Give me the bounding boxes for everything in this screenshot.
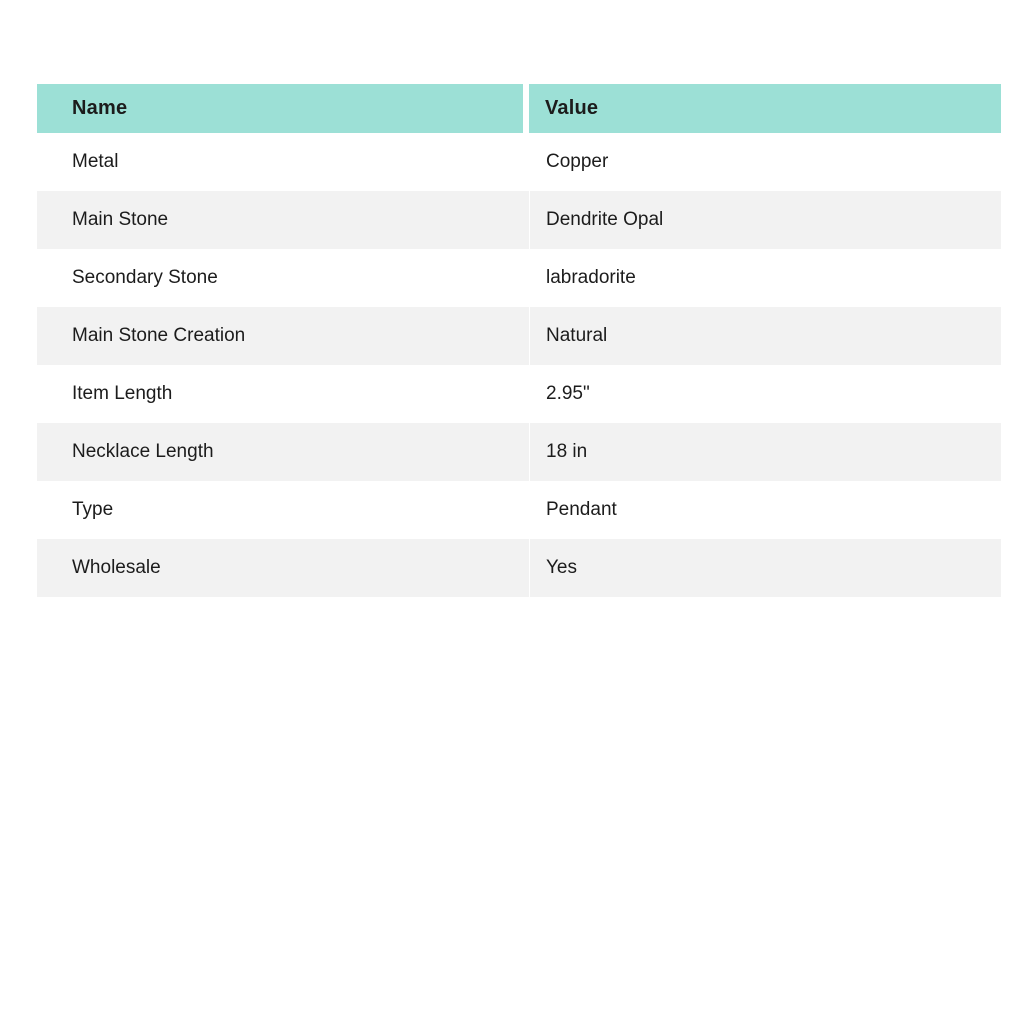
table-row xyxy=(37,539,1001,597)
spec-name-cell: Type xyxy=(72,499,114,520)
spec-name-cell: Metal xyxy=(72,151,119,172)
table-row xyxy=(37,423,1001,481)
spec-name-cell: Necklace Length xyxy=(72,441,214,462)
spec-name-cell: Item Length xyxy=(72,383,173,404)
spec-value-cell: 2.95" xyxy=(529,365,1001,423)
spec-value-cell: Natural xyxy=(529,307,1001,365)
spec-value-cell: Yes xyxy=(529,539,1001,597)
spec-value-cell: Dendrite Opal xyxy=(529,191,1001,249)
spec-name-cell: Main Stone xyxy=(72,209,169,230)
table-row xyxy=(37,481,1001,539)
spec-name-cell: Wholesale xyxy=(72,557,161,578)
spec-name-cell: Main Stone Creation xyxy=(72,325,246,346)
table-row xyxy=(37,365,1001,423)
table-row xyxy=(37,133,1001,191)
spec-value-cell: Copper xyxy=(529,133,1001,191)
table-row xyxy=(37,249,1001,307)
table-row xyxy=(37,191,1001,249)
header-value: Value xyxy=(529,84,1001,133)
product-spec-table xyxy=(37,84,1001,597)
table-header-row xyxy=(37,84,1001,133)
header-name: Name xyxy=(37,84,523,133)
table-row xyxy=(37,307,1001,365)
spec-value-cell: 18 in xyxy=(529,423,1001,481)
spec-name-cell: Secondary Stone xyxy=(72,267,218,288)
spec-value-cell: labradorite xyxy=(529,249,1001,307)
spec-value-cell: Pendant xyxy=(529,481,1001,539)
